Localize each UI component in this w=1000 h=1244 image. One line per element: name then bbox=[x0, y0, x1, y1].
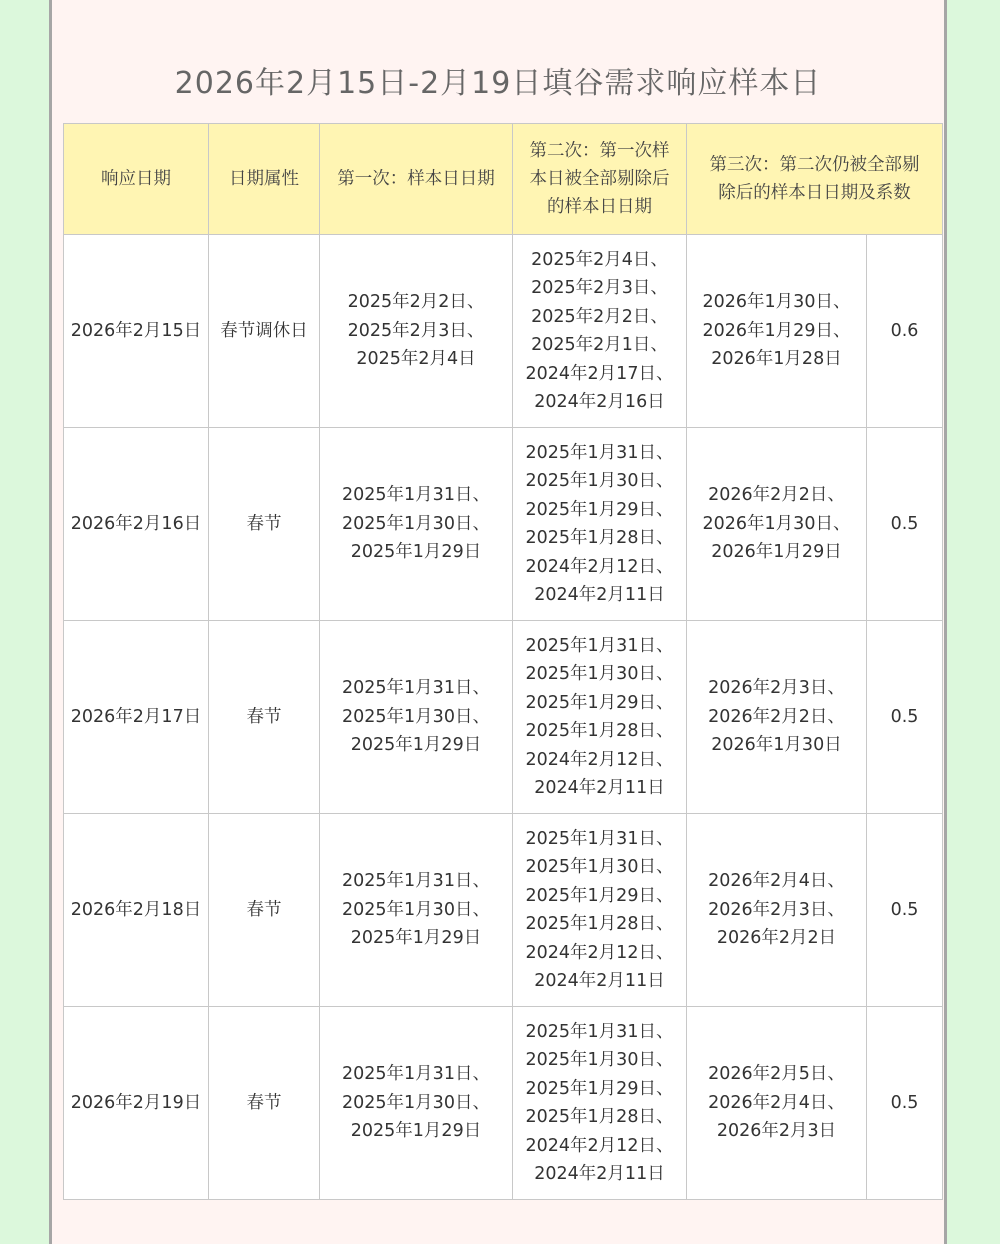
third-sample-cell bbox=[687, 428, 867, 621]
header-second-sample bbox=[513, 124, 687, 235]
second-sample-cell-line: 2025年1月29日、 bbox=[525, 885, 674, 906]
third-sample-cell-line: 2026年1月29日、 bbox=[702, 320, 851, 341]
second-sample-cell-line: 2025年1月30日、 bbox=[525, 664, 674, 684]
second-sample-cell-line: 2025年1月31日、 bbox=[525, 1021, 674, 1042]
second-sample-cell-line: 2025年1月29日、 bbox=[525, 1078, 674, 1099]
coefficient-cell: 0.6 bbox=[867, 235, 943, 428]
second-sample-cell-line: 2024年2月11日 bbox=[534, 971, 665, 991]
table-row bbox=[64, 814, 943, 1007]
third-sample-cell-line: 2026年2月3日、 bbox=[708, 678, 845, 699]
first-sample-cell-line: 2025年1月31日、 bbox=[342, 871, 490, 892]
second-sample-cell-line: 2024年2月16日 bbox=[534, 392, 665, 412]
second-sample-cell-line: 2025年1月30日、 bbox=[525, 1050, 674, 1070]
header-third-line: 第三次：第二次仍被全部剔 bbox=[709, 155, 920, 175]
table-row bbox=[64, 235, 943, 428]
second-sample-cell-line: 2025年1月28日、 bbox=[525, 1107, 674, 1127]
first-sample-cell-line: 2025年2月2日、 bbox=[347, 292, 485, 313]
header-first-sample: 第一次：样本日日期 bbox=[320, 124, 513, 235]
second-sample-cell bbox=[513, 1007, 687, 1200]
second-sample-cell-line: 2025年1月29日、 bbox=[525, 499, 674, 520]
second-sample-cell-line: 2024年2月11日 bbox=[534, 1164, 665, 1184]
second-sample-cell bbox=[513, 621, 687, 814]
third-sample-cell-line: 2026年1月30日、 bbox=[702, 513, 851, 534]
first-sample-cell-line: 2025年2月4日 bbox=[356, 349, 476, 370]
third-sample-cell-line: 2026年2月4日、 bbox=[708, 1092, 845, 1113]
second-sample-cell-line: 2025年1月28日、 bbox=[525, 914, 674, 934]
second-sample-cell bbox=[513, 235, 687, 428]
response-date-cell: 2026年2月18日 bbox=[64, 814, 209, 1007]
third-sample-cell-line: 2026年1月30日 bbox=[711, 735, 842, 756]
date-attribute-cell: 春节调休日 bbox=[209, 235, 320, 428]
date-attribute-cell: 春节 bbox=[209, 814, 320, 1007]
first-sample-cell-line: 2025年1月31日、 bbox=[342, 485, 490, 506]
second-sample-cell-line: 2024年2月12日、 bbox=[525, 749, 674, 770]
second-sample-cell-line: 2025年1月29日、 bbox=[525, 692, 674, 713]
third-sample-cell bbox=[687, 814, 867, 1007]
table-row bbox=[64, 428, 943, 621]
second-sample-cell-line: 2025年1月28日、 bbox=[525, 528, 674, 548]
first-sample-cell-line: 2025年1月29日 bbox=[350, 735, 482, 756]
second-sample-cell-line: 2025年1月30日、 bbox=[525, 471, 674, 491]
second-sample-cell-line: 2024年2月12日、 bbox=[525, 942, 674, 963]
first-sample-cell-line: 2025年1月30日、 bbox=[342, 513, 490, 534]
header-third-line: 除后的样本日日期及系数 bbox=[718, 183, 911, 203]
first-sample-cell-line: 2025年1月30日、 bbox=[342, 899, 490, 920]
second-sample-cell-line: 2024年2月17日、 bbox=[525, 363, 674, 384]
second-sample-cell-line: 2025年2月4日、 bbox=[531, 249, 668, 270]
first-sample-cell-line: 2025年1月29日 bbox=[350, 928, 482, 949]
third-sample-cell-line: 2026年1月28日 bbox=[711, 349, 842, 370]
third-sample-cell-line: 2026年2月4日、 bbox=[708, 871, 845, 892]
second-sample-cell bbox=[513, 428, 687, 621]
second-sample-cell-line: 2025年2月1日、 bbox=[531, 335, 668, 355]
first-sample-cell-line: 2025年1月31日、 bbox=[342, 678, 490, 699]
third-sample-cell-line: 2026年1月30日、 bbox=[702, 292, 851, 313]
first-sample-cell bbox=[320, 814, 513, 1007]
second-sample-cell-line: 2025年2月3日、 bbox=[531, 278, 668, 298]
header-second-line: 的样本日日期 bbox=[547, 197, 652, 217]
second-sample-cell-line: 2025年1月31日、 bbox=[525, 635, 674, 656]
third-sample-cell-line: 2026年2月2日 bbox=[716, 928, 837, 949]
content-panel bbox=[49, 0, 947, 1244]
header-third-sample bbox=[687, 124, 943, 235]
table-row bbox=[64, 621, 943, 814]
coefficient-cell: 0.5 bbox=[867, 1007, 943, 1200]
first-sample-cell-line: 2025年1月31日、 bbox=[342, 1064, 490, 1085]
third-sample-cell-line: 2026年1月29日 bbox=[711, 542, 842, 563]
coefficient-cell: 0.5 bbox=[867, 621, 943, 814]
third-sample-cell bbox=[687, 621, 867, 814]
coefficient-cell: 0.5 bbox=[867, 428, 943, 621]
second-sample-cell-line: 2025年1月31日、 bbox=[525, 442, 674, 463]
first-sample-cell-line: 2025年1月30日、 bbox=[342, 706, 490, 727]
coefficient-cell: 0.5 bbox=[867, 814, 943, 1007]
header-second-line: 第二次：第一次样 bbox=[529, 141, 670, 161]
third-sample-cell-line: 2026年2月2日、 bbox=[708, 706, 845, 727]
sample-day-table bbox=[63, 123, 943, 1200]
response-date-cell: 2026年2月17日 bbox=[64, 621, 209, 814]
page-title: 2026年2月15日-2月19日填谷需求响应样本日 bbox=[174, 66, 822, 101]
second-sample-cell-line: 2025年1月28日、 bbox=[525, 721, 674, 741]
first-sample-cell bbox=[320, 428, 513, 621]
second-sample-cell-line: 2025年1月31日、 bbox=[525, 828, 674, 849]
first-sample-cell-line: 2025年2月3日、 bbox=[347, 320, 485, 341]
header-second-line: 本日被全部剔除后 bbox=[529, 169, 670, 189]
date-attribute-cell: 春节 bbox=[209, 428, 320, 621]
third-sample-cell-line: 2026年2月3日 bbox=[716, 1121, 837, 1142]
first-sample-cell bbox=[320, 235, 513, 428]
second-sample-cell bbox=[513, 814, 687, 1007]
header-date-attribute: 日期属性 bbox=[209, 124, 320, 235]
first-sample-cell bbox=[320, 1007, 513, 1200]
table-header-row bbox=[64, 124, 943, 235]
second-sample-cell-line: 2024年2月12日、 bbox=[525, 556, 674, 577]
third-sample-cell-line: 2026年2月2日、 bbox=[708, 485, 845, 506]
second-sample-cell-line: 2025年2月2日、 bbox=[531, 306, 668, 327]
third-sample-cell bbox=[687, 1007, 867, 1200]
response-date-cell: 2026年2月16日 bbox=[64, 428, 209, 621]
second-sample-cell-line: 2024年2月11日 bbox=[534, 585, 665, 605]
header-response-date: 响应日期 bbox=[64, 124, 209, 235]
first-sample-cell-line: 2025年1月29日 bbox=[350, 1121, 482, 1142]
table-row bbox=[64, 1007, 943, 1200]
second-sample-cell-line: 2025年1月30日、 bbox=[525, 857, 674, 877]
first-sample-cell-line: 2025年1月30日、 bbox=[342, 1092, 490, 1113]
first-sample-cell bbox=[320, 621, 513, 814]
second-sample-cell-line: 2024年2月11日 bbox=[534, 778, 665, 798]
response-date-cell: 2026年2月19日 bbox=[64, 1007, 209, 1200]
date-attribute-cell: 春节 bbox=[209, 621, 320, 814]
third-sample-cell-line: 2026年2月5日、 bbox=[708, 1064, 845, 1085]
date-attribute-cell: 春节 bbox=[209, 1007, 320, 1200]
response-date-cell: 2026年2月15日 bbox=[64, 235, 209, 428]
first-sample-cell-line: 2025年1月29日 bbox=[350, 542, 482, 563]
third-sample-cell-line: 2026年2月3日、 bbox=[708, 899, 845, 920]
third-sample-cell bbox=[687, 235, 867, 428]
second-sample-cell-line: 2024年2月12日、 bbox=[525, 1135, 674, 1156]
